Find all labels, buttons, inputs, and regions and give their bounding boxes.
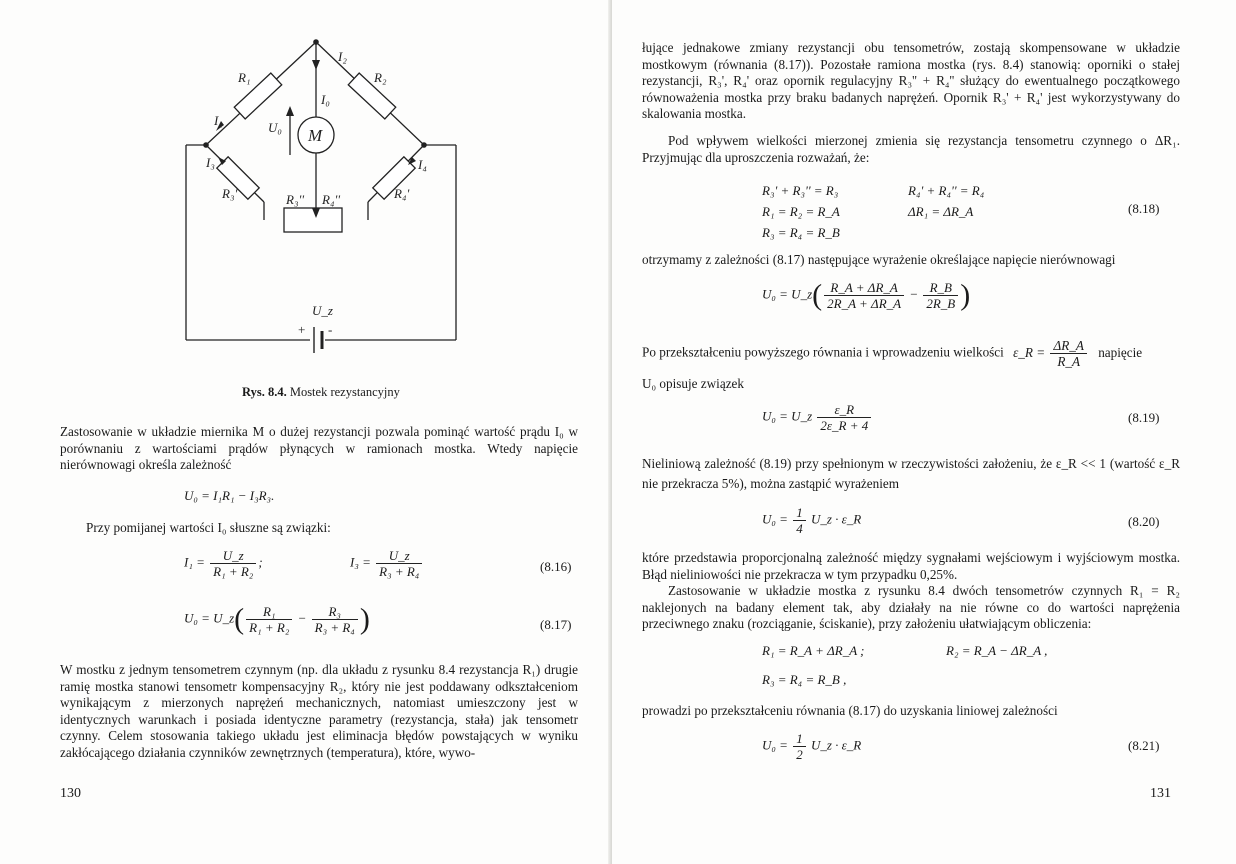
left-page [0,0,612,864]
page-number-right: 131 [1150,786,1171,801]
page-number-left: 130 [60,786,81,801]
label-i1: I₁ [214,113,223,128]
right-paragraph-6: które przedstawia proporcjonalną zależność między sygnałami wejściowym i wyjściowym mostka. Błąd nieliniowości nie przekracza w tym przypadku 0,25%. [642,550,1180,582]
right-paragraph-4: Po przekształceniu powyższego równania i wprowadzeniu wielkości ε_R = $\frac{\Delta R\_A}{R\_A}$ napięcie [642,338,1143,369]
equation-assume-r2: R₂ = R_A − ΔR_A , [946,643,1048,658]
equation-8-16b: I₃ = $\frac{U\_z}{\text{R₃ + R₄}}$ [350,548,424,579]
bridge-circuit-diagram [180,30,470,365]
label-i4: I₄ [418,157,427,172]
equation-8-21: U₀ = $\frac{1}{2}$ U_z · ε_R [762,731,862,762]
label-m: M [308,126,323,145]
equation-number-8-21: (8.21) [1128,738,1160,753]
label-plus: + [298,322,306,337]
figure-caption [242,385,400,400]
equation-assume-r3r4: R₃ = R₄ = R_B , [762,672,847,687]
label-i2: I₂ [338,49,347,64]
equation-unbalance: U₀ = U_z( $\frac{R\_A + \Delta R\_A}{2R\_A + \Delta R\_A}$ − $\frac{R\_B}{2R\_B}$ ) [762,278,971,312]
resistor-r2 [348,73,395,119]
equation-assume-r1: R₁ = R_A + ΔR_A ; [762,643,865,658]
label-i3: I₃ [206,155,215,170]
right-paragraph-4-cont: U₀ opisuje związek [642,376,745,391]
right-paragraph-3: otrzymamy z zależności (8.17) następujące wyrażenie określające napięcie nierównowagi [642,252,1116,267]
equation-u0: U₀ = I₁R₁ − I₃R₃. [184,488,275,503]
label-r3pp: R₃'' [286,192,305,207]
equation-number-8-17: (8.17) [540,617,572,632]
equation-8-19: U₀ = U_z $\frac{\varepsilon\_R}{2\varepsilon\_R + 4}$ [762,402,873,433]
label-u0: U₀ [268,120,282,135]
equation-8-17: U₀ = U_z( $\frac{\text{R₁}}{\text{R₁ + R₂}}$ − $\frac{\text{R₃}}{\text{R₃ + R₄}}$ ) [184,602,370,636]
right-page [612,0,1236,864]
label-uz: U_z [312,303,333,318]
caption-number: Rys. 8.4. [242,385,287,399]
label-i0: I₀ [321,92,330,107]
equation-8-20: U₀ = $\frac{1}{4}$ U_z · ε_R [762,505,862,536]
label-r3p: R₃' [222,186,238,201]
equation-8-16a: I₁ = $\frac{U\_z}{\text{R₁ + R₂}}$ ; [184,548,263,579]
equation-number-8-19: (8.19) [1128,410,1160,425]
label-r4p: R₄' [394,186,410,201]
left-paragraph-2: Przy pomijanej wartości I₀ słuszne są związki: [86,520,331,535]
left-paragraph-3: W mostku z jednym tensometrem czynnym (np. dla układu z rysunku 8.4 rezystancja R₁) drugie ramię mostka stanowi tensometr kompensacyjny R₂, który nie jest poddawany odkształceniom wynikającym z mierzonych naprężeń mechanicznych, natomiast umieszczony jest w identycznych warunkach i posiada identyczne parametry (rezystancja, stała) jak tensometr czynny. Celem stosowania takiego układu jest eliminacja błędów powstających w wyniku zakłócającego działania czynników zewnętrznych (temperatura), które, wywo- [60,662,578,760]
equation-number-8-20: (8.20) [1128,514,1160,529]
equation-8-18-left: R₃' + R₃'' = R₃ R₁ = R₂ = R_A R₃ = R₄ = R_B [762,183,840,240]
label-r1: R₁ [238,70,251,85]
equation-number-8-16: (8.16) [540,559,572,574]
label-r4pp: R₄'' [322,192,341,207]
right-paragraph-1: łujące jednakowe zmiany rezystancji obu tensometrów, zostają skompensowane w układzie mostkowym (równania (8.17)). Pozostałe ramiona mostka (rys. 8.4) stanowią: oporniki o stałej rezystancji, R₃', R₄' oraz opornik regulacyjny R₃'' + R₄'' służący do ewentualnego początkowego równoważenia mostka przy braku badanych naprężeń. Opornik R₃' + R₄' jest wykorzystywany do skalowania mostka. [642,40,1180,121]
label-r2: R₂ [374,70,387,85]
right-paragraph-2: Pod wpływem wielkości mierzonej zmienia się rezystancja tensometru czynnego o ΔR₁. Przyjmując dla uproszczenia rozważań, że: [642,133,1180,165]
equation-8-18-right: R₄' + R₄'' = R₄ ΔR₁ = ΔR_A [908,183,985,219]
resistor-adjust [284,208,342,232]
right-paragraph-5: Nieliniową zależność (8.19) przy spełnionym w rzeczywistości założeniu, że ε_R << 1 (wartość ε_R nie przekracza 5%), można zastąpić wyrażeniem [642,456,1180,491]
left-paragraph-1: Zastosowanie w układzie miernika M o dużej rezystancji pozwala pominąć wartość prądu I₀ w porównaniu z wartościami prądów płynących w ramionach mostka. Wtedy napięcie nierównowagi określa zależność [60,424,578,472]
equation-number-8-18: (8.18) [1128,201,1160,216]
label-minus: - [328,322,333,337]
right-paragraph-7: Zastosowanie w układzie mostka z rysunku 8.4 dwóch tensometrów czynnych R₁ = R₂ naklejonych na badany element tak, aby działały na nie równe co do wartości naprężenia przeciwnego znaku (rozciąganie, ściskanie), przy założeniu ułatwiającym obliczenia: [642,583,1180,631]
caption-text: Mostek rezystancyjny [289,385,400,399]
right-paragraph-8: prowadzi po przekształceniu równania (8.17) do uzyskania liniowej zależności [642,703,1058,718]
